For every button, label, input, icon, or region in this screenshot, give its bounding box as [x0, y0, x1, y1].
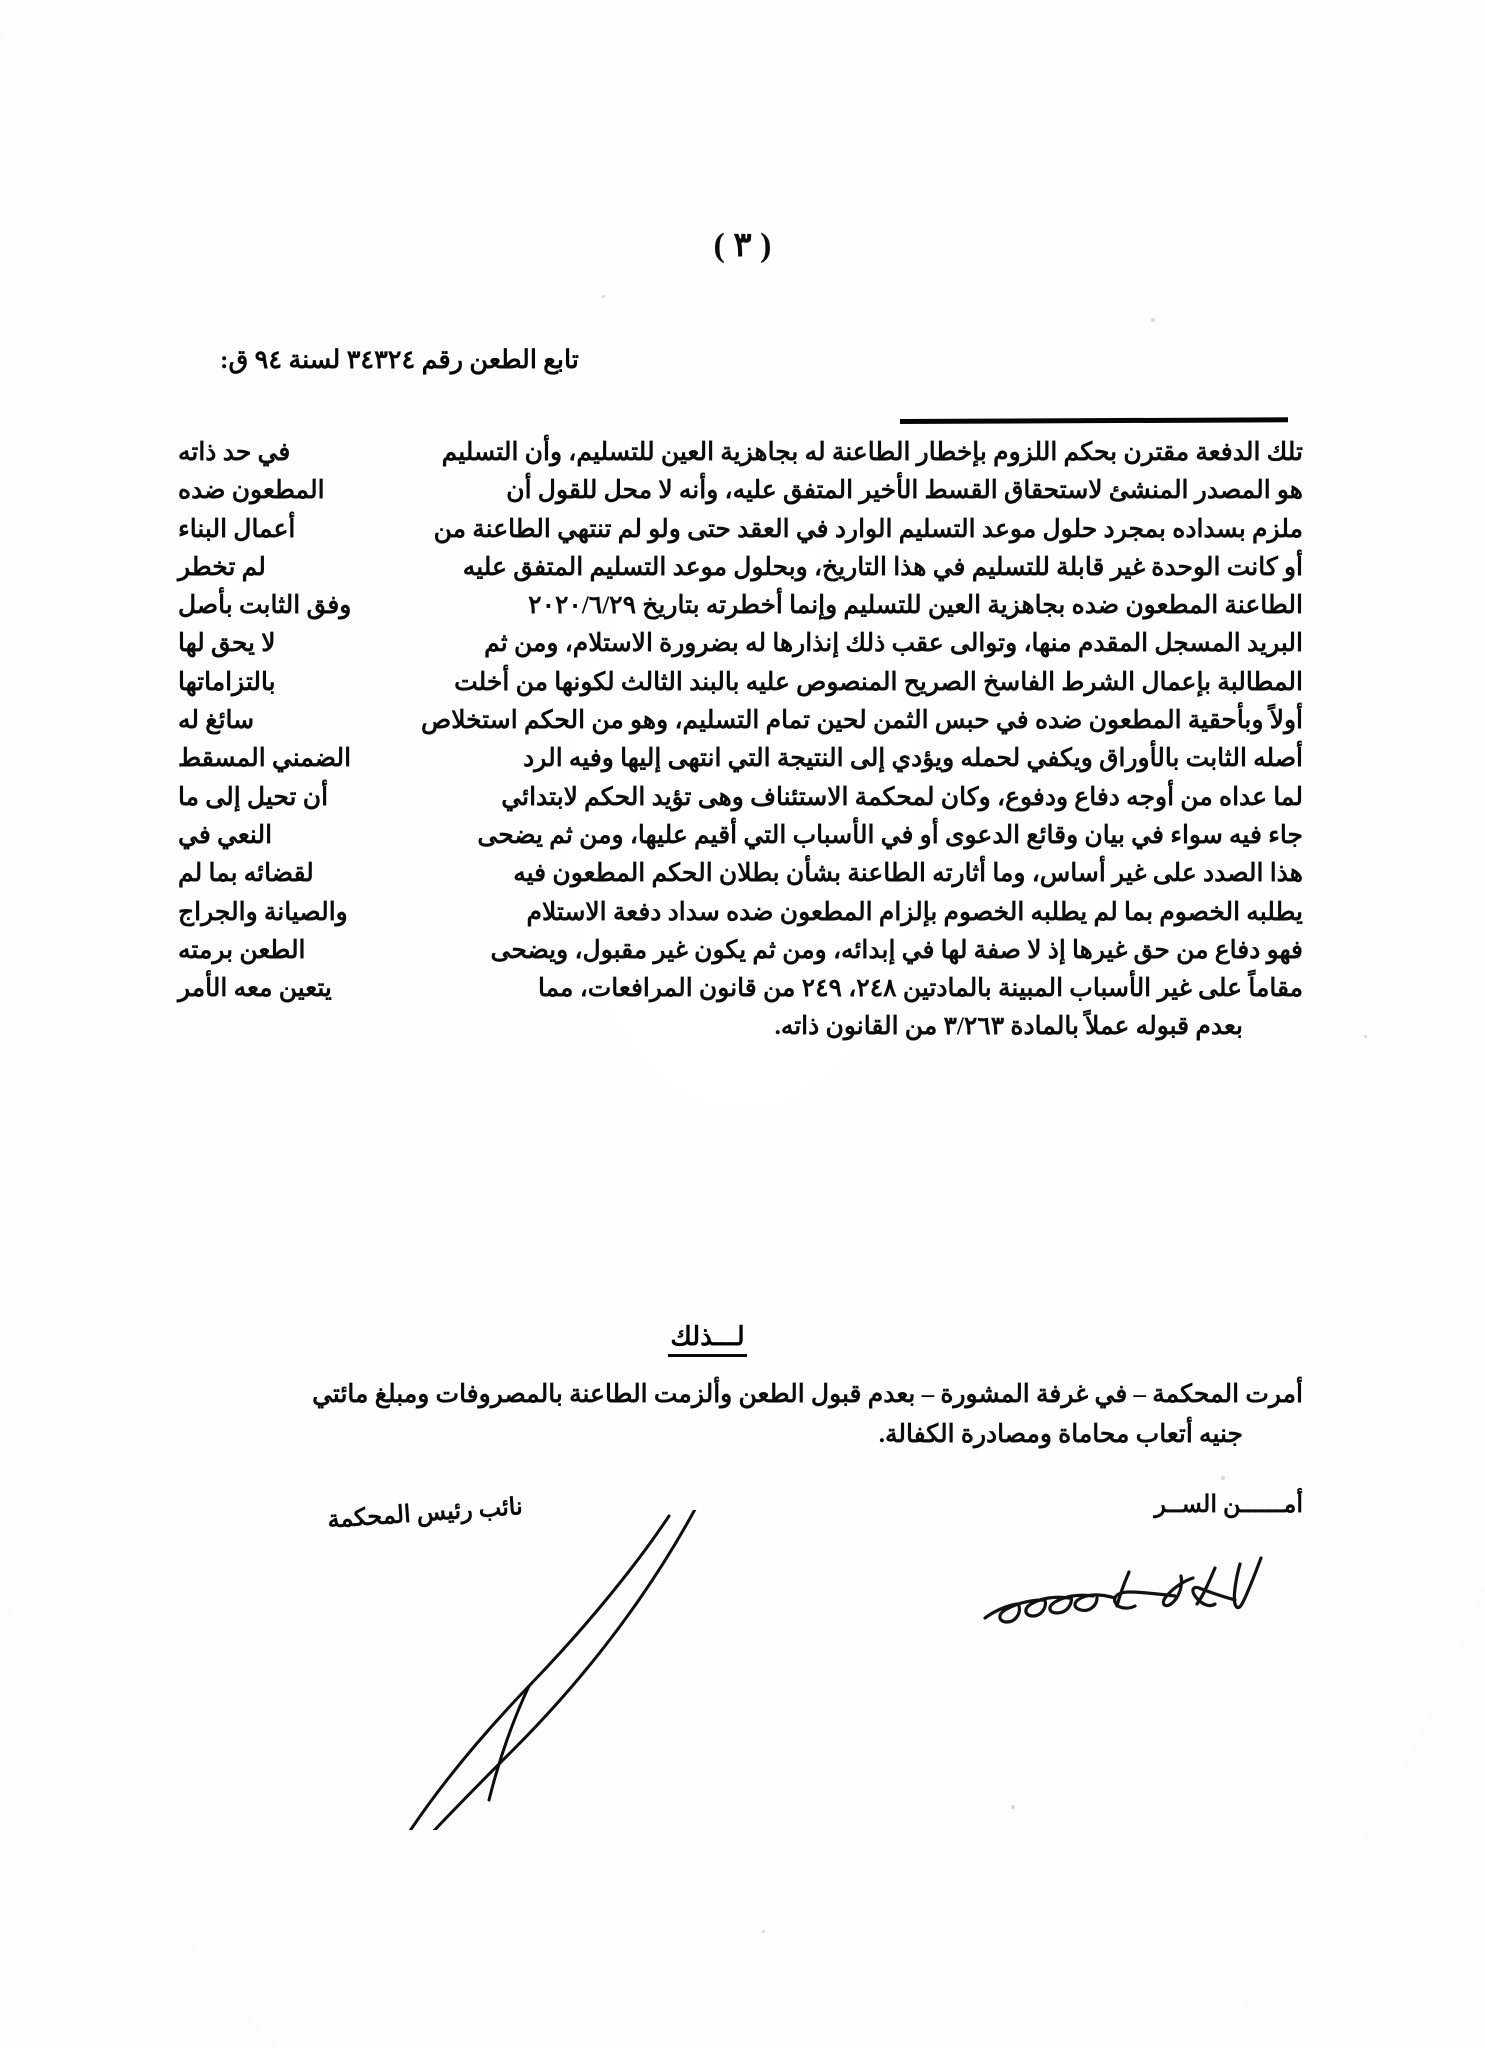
- body-line: [178, 823, 1303, 861]
- body-line-start: ملزم بسداده بمجرد حلول موعد التسليم الوارد في العقد حتى ولو لم تنتهي الطاعنة من: [433, 515, 1303, 543]
- body-line-start: هذا الصدد على غير أساس، وما أثارته الطاعنة بشأن بطلان الحكم المطعون فيه: [513, 860, 1303, 888]
- document-header: [180, 345, 1300, 376]
- body-line-end: لا يحق لها: [178, 630, 276, 658]
- body-line: [178, 517, 1303, 555]
- ruling-line-2: جنيه أتعاب محاماة ومصادرة الكفالة.: [878, 1421, 1243, 1448]
- body-line: [178, 861, 1303, 899]
- scan-speck: [1221, 1476, 1225, 1480]
- body-line-start: هو المصدر المنشئ لاستحقاق القسط الأخير المتفق عليه، وأنه لا محل للقول أن: [506, 477, 1303, 505]
- body-line-final: بعدم قبوله عملاً بالمادة ٣/٢٦٣ من القانون ذاته.: [774, 1013, 1243, 1041]
- body-line-end: يتعين معه الأمر: [178, 975, 332, 1003]
- ruling-line-1: أمرت المحكمة – في غرفة المشورة – بعدم قبول الطعن وألزمت الطاعنة بالمصروفات ومبلغ مائتي: [312, 1381, 1303, 1408]
- body-line-end: الطعن برمته: [178, 936, 306, 964]
- body-line-start: جاء فيه سواء في بيان وقائع الدعوى أو في الأسباب التي أقيم عليها، ومن ثم يضحى: [477, 821, 1303, 849]
- scan-speck: [762, 1930, 765, 1933]
- body-line-end: لم تخطر: [178, 553, 266, 581]
- body-line-start: المطالبة بإعمال الشرط الفاسخ الصريح المنصوص عليه بالبند الثالث لكونها من أخلت: [454, 668, 1303, 696]
- body-line: [178, 746, 1303, 784]
- body-line: [178, 976, 1303, 1014]
- body-line: [178, 440, 1303, 478]
- body-line-end: بالتزاماتها: [178, 668, 276, 696]
- case-reference-caption: تابع الطعن رقم ٣٤٣٢٤ لسنة ٩٤ ق:: [220, 345, 579, 374]
- body-line-end: وفق الثابت بأصل: [178, 592, 352, 620]
- body-line: [178, 593, 1303, 631]
- scan-speck: [602, 295, 605, 298]
- scan-speck: [1151, 318, 1155, 322]
- body-line-end: أن تحيل إلى ما: [178, 783, 329, 811]
- body-line-start: مقاماً على غير الأسباب المبينة بالمادتين ٢٤٨، ٢٤٩ من قانون المرافعات، مما: [537, 975, 1303, 1003]
- body-line-end: الضمني المسقط: [178, 745, 352, 773]
- body-line: [178, 938, 1303, 976]
- therefore-label: لـــذلك: [668, 1322, 746, 1357]
- ruling-section: [178, 1382, 1303, 1462]
- body-line-end: لقضائه بما لم: [178, 860, 314, 888]
- clerk-signature-label: أمــــــن الســر: [1154, 1492, 1303, 1518]
- judge-handwritten-signature: [303, 1510, 743, 1830]
- body-line: [178, 900, 1303, 938]
- body-line-start: أصله الثابت بالأوراق ويكفي لحمله ويؤدي إلى النتيجة التي انتهى إليها وفيه الرد: [523, 745, 1303, 773]
- body-paragraph: [178, 440, 1303, 1053]
- body-line-end: المطعون ضده: [178, 477, 325, 505]
- scan-speck: [1011, 1805, 1015, 1809]
- body-line-end: سائغ له: [178, 707, 255, 735]
- body-line: [178, 670, 1303, 708]
- clerk-handwritten-signature: [943, 1538, 1273, 1628]
- judge-signature-label: نائب رئيس المحكمة: [326, 1494, 524, 1534]
- therefore-heading: [0, 1322, 1485, 1357]
- body-line-end: والصيانة والجراج: [178, 898, 348, 926]
- body-line-end: أعمال البناء: [178, 515, 296, 543]
- body-line-start: فهو دفاع من حق غيرها إذ لا صفة لها في إبدائه، ومن ثم يكون غير مقبول، ويضحى: [490, 936, 1303, 964]
- body-line-start: الطاعنة المطعون ضده بجاهزية العين للتسليم وإنما أخطرته بتاريخ ٢٠٢٠/٦/٢٩: [528, 592, 1303, 620]
- body-line: [178, 478, 1303, 516]
- body-line-end: في حد ذاته: [178, 439, 291, 466]
- page-number: ( ٣ ): [713, 227, 772, 264]
- body-line-start: يطلبه الخصوم بما لم يطلبه الخصوم بإلزام المطعون ضده سداد دفعة الاستلام: [526, 898, 1303, 926]
- body-line-end: النعي في: [178, 821, 273, 849]
- body-line: [178, 785, 1303, 823]
- body-line-start: لما عداه من أوجه دفاع ودفوع، وكان لمحكمة الاستئناف وهى تؤيد الحكم لابتدائي: [501, 783, 1303, 811]
- body-line: [178, 631, 1303, 669]
- signature-block: [178, 1490, 1303, 1750]
- header-divider-rule: [900, 417, 1288, 424]
- body-line: [178, 708, 1303, 746]
- body-line: [178, 555, 1303, 593]
- body-line-start: البريد المسجل المقدم منها، وتوالى عقب ذلك إنذارها له بضرورة الاستلام، ومن ثم: [484, 630, 1303, 658]
- body-line-start: تلك الدفعة مقترن بحكم اللزوم بإخطار الطاعنة له بجاهزية العين للتسليم، وأن التسليم: [441, 439, 1303, 466]
- body-line-start: أولاً وبأحقية المطعون ضده في حبس الثمن لحين تمام التسليم، وهو من الحكم استخلاص: [420, 707, 1303, 735]
- body-line-start: أو كانت الوحدة غير قابلة للتسليم في هذا التاريخ، وبحلول موعد التسليم المتفق عليه: [462, 553, 1303, 581]
- scan-speck: [1364, 1035, 1367, 1038]
